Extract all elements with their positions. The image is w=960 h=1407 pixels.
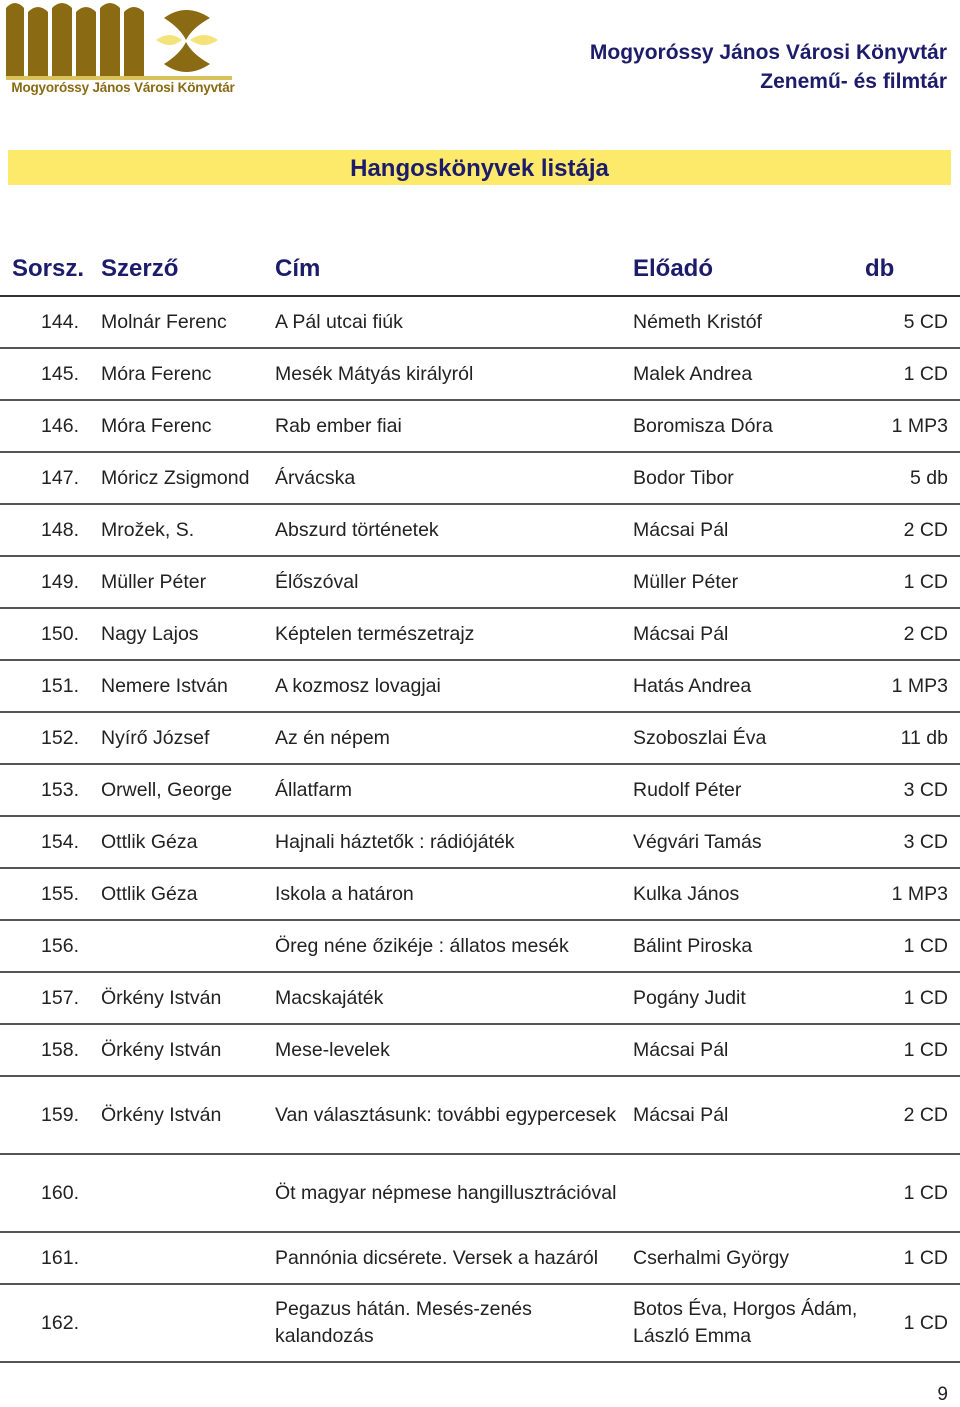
library-name: Mogyoróssy János Városi Könyvtár: [589, 41, 947, 64]
table-row: [0, 868, 960, 920]
table-body: [0, 296, 960, 1362]
row-author: Mrožek, S.: [92, 504, 267, 556]
row-title: A Pál utcai fiúk: [267, 296, 625, 348]
row-author: Nyírő József: [92, 712, 267, 764]
row-title: Pannónia dicsérete. Versek a hazáról: [267, 1232, 625, 1284]
row-quantity: 11 db: [865, 712, 960, 764]
table-header-row: [0, 242, 960, 296]
audiobook-table: [0, 242, 960, 1363]
table-row: [0, 348, 960, 400]
row-number: 144.: [0, 296, 92, 348]
row-quantity: 1 CD: [865, 920, 960, 972]
row-performer: Mácsai Pál: [625, 1076, 865, 1154]
row-performer: Pogány Judit: [625, 972, 865, 1024]
row-title: Képtelen természetrajz: [267, 608, 625, 660]
row-performer: Szoboszlai Éva: [625, 712, 865, 764]
row-title: Iskola a határon: [267, 868, 625, 920]
row-performer: Mácsai Pál: [625, 1024, 865, 1076]
column-header-no: Sorsz.: [0, 242, 92, 296]
table-row: [0, 972, 960, 1024]
row-quantity: 1 CD: [865, 1024, 960, 1076]
table-row: [0, 1284, 960, 1362]
row-performer: Botos Éva, Horgos Ádám, László Emma: [625, 1284, 865, 1362]
row-title: Rab ember fiai: [267, 400, 625, 452]
row-number: 154.: [0, 816, 92, 868]
row-title: Élőszóval: [267, 556, 625, 608]
column-header-db: db: [865, 242, 960, 296]
table-row: [0, 660, 960, 712]
row-performer: Mácsai Pál: [625, 504, 865, 556]
row-quantity: 3 CD: [865, 816, 960, 868]
table-row: [0, 1154, 960, 1232]
column-header-performer: Előadó: [625, 242, 865, 296]
table-row: [0, 712, 960, 764]
row-author: Móricz Zsigmond: [92, 452, 267, 504]
row-quantity: 1 MP3: [865, 660, 960, 712]
row-quantity: 2 CD: [865, 504, 960, 556]
row-author: Nemere István: [92, 660, 267, 712]
library-header: [590, 38, 947, 96]
row-performer: [625, 1154, 865, 1232]
row-performer: Bodor Tibor: [625, 452, 865, 504]
table-row: [0, 556, 960, 608]
row-number: 161.: [0, 1232, 92, 1284]
page-number: 9: [937, 1384, 948, 1405]
row-quantity: 2 CD: [865, 1076, 960, 1154]
row-performer: Müller Péter: [625, 556, 865, 608]
page-title: Hangoskönyvek listája: [8, 150, 951, 185]
table-row: [0, 1076, 960, 1154]
row-author: Örkény István: [92, 1024, 267, 1076]
table-row: [0, 1024, 960, 1076]
row-performer: Németh Kristóf: [625, 296, 865, 348]
row-title: Öt magyar népmese hangillusztrációval: [267, 1154, 625, 1232]
row-number: 152.: [0, 712, 92, 764]
row-title: Macskajáték: [267, 972, 625, 1024]
row-number: 153.: [0, 764, 92, 816]
row-quantity: 1 MP3: [865, 868, 960, 920]
row-performer: Mácsai Pál: [625, 608, 865, 660]
row-author: Müller Péter: [92, 556, 267, 608]
row-number: 162.: [0, 1284, 92, 1362]
row-author: Örkény István: [92, 1076, 267, 1154]
row-performer: Rudolf Péter: [625, 764, 865, 816]
row-number: 160.: [0, 1154, 92, 1232]
table-row: [0, 296, 960, 348]
row-title: Mesék Mátyás királyról: [267, 348, 625, 400]
row-number: 159.: [0, 1076, 92, 1154]
row-performer: Boromisza Dóra: [625, 400, 865, 452]
row-number: 145.: [0, 348, 92, 400]
department-name: Zenemű- és filmtár: [760, 70, 947, 93]
row-quantity: 1 CD: [865, 556, 960, 608]
row-quantity: 1 MP3: [865, 400, 960, 452]
row-title: Pegazus hátán. Mesés-zenés kalandozás: [267, 1284, 625, 1362]
row-author: Orwell, George: [92, 764, 267, 816]
row-performer: Végvári Tamás: [625, 816, 865, 868]
row-title: Állatfarm: [267, 764, 625, 816]
row-performer: Cserhalmi György: [625, 1232, 865, 1284]
table-row: [0, 764, 960, 816]
row-author: [92, 1154, 267, 1232]
row-title: Hajnali háztetők : rádiójáték: [267, 816, 625, 868]
row-number: 146.: [0, 400, 92, 452]
row-quantity: 1 CD: [865, 1154, 960, 1232]
row-number: 158.: [0, 1024, 92, 1076]
table-row: [0, 400, 960, 452]
row-performer: Kulka János: [625, 868, 865, 920]
row-quantity: 1 CD: [865, 1232, 960, 1284]
table-row: [0, 608, 960, 660]
row-title: Mese-levelek: [267, 1024, 625, 1076]
row-title: Van választásunk: további egypercesek: [267, 1076, 625, 1154]
row-author: [92, 920, 267, 972]
row-author: Nagy Lajos: [92, 608, 267, 660]
library-logo: [6, 0, 235, 104]
row-performer: Bálint Piroska: [625, 920, 865, 972]
table-row: [0, 504, 960, 556]
row-quantity: 1 CD: [865, 348, 960, 400]
row-author: [92, 1284, 267, 1362]
table-row: [0, 1232, 960, 1284]
row-title: Öreg néne őzikéje : állatos mesék: [267, 920, 625, 972]
row-quantity: 5 CD: [865, 296, 960, 348]
row-title: Az én népem: [267, 712, 625, 764]
row-author: [92, 1232, 267, 1284]
row-author: Móra Ferenc: [92, 348, 267, 400]
row-number: 147.: [0, 452, 92, 504]
row-number: 157.: [0, 972, 92, 1024]
row-number: 155.: [0, 868, 92, 920]
table-row: [0, 816, 960, 868]
library-logo-graphic: [6, 0, 232, 80]
logo-text: Mogyoróssy János Városi Könyvtár: [11, 80, 235, 95]
row-author: Ottlik Géza: [92, 868, 267, 920]
column-header-title: Cím: [267, 242, 625, 296]
row-performer: Malek Andrea: [625, 348, 865, 400]
row-number: 151.: [0, 660, 92, 712]
row-quantity: 2 CD: [865, 608, 960, 660]
row-title: Abszurd történetek: [267, 504, 625, 556]
row-author: Ottlik Géza: [92, 816, 267, 868]
row-author: Örkény István: [92, 972, 267, 1024]
table-row: [0, 452, 960, 504]
row-performer: Hatás Andrea: [625, 660, 865, 712]
column-header-author: Szerző: [92, 242, 267, 296]
row-title: Árvácska: [267, 452, 625, 504]
row-quantity: 5 db: [865, 452, 960, 504]
row-author: Molnár Ferenc: [92, 296, 267, 348]
row-number: 148.: [0, 504, 92, 556]
row-title: A kozmosz lovagjai: [267, 660, 625, 712]
table-row: [0, 920, 960, 972]
row-number: 149.: [0, 556, 92, 608]
row-number: 150.: [0, 608, 92, 660]
row-number: 156.: [0, 920, 92, 972]
row-quantity: 3 CD: [865, 764, 960, 816]
row-quantity: 1 CD: [865, 1284, 960, 1362]
row-quantity: 1 CD: [865, 972, 960, 1024]
row-author: Móra Ferenc: [92, 400, 267, 452]
